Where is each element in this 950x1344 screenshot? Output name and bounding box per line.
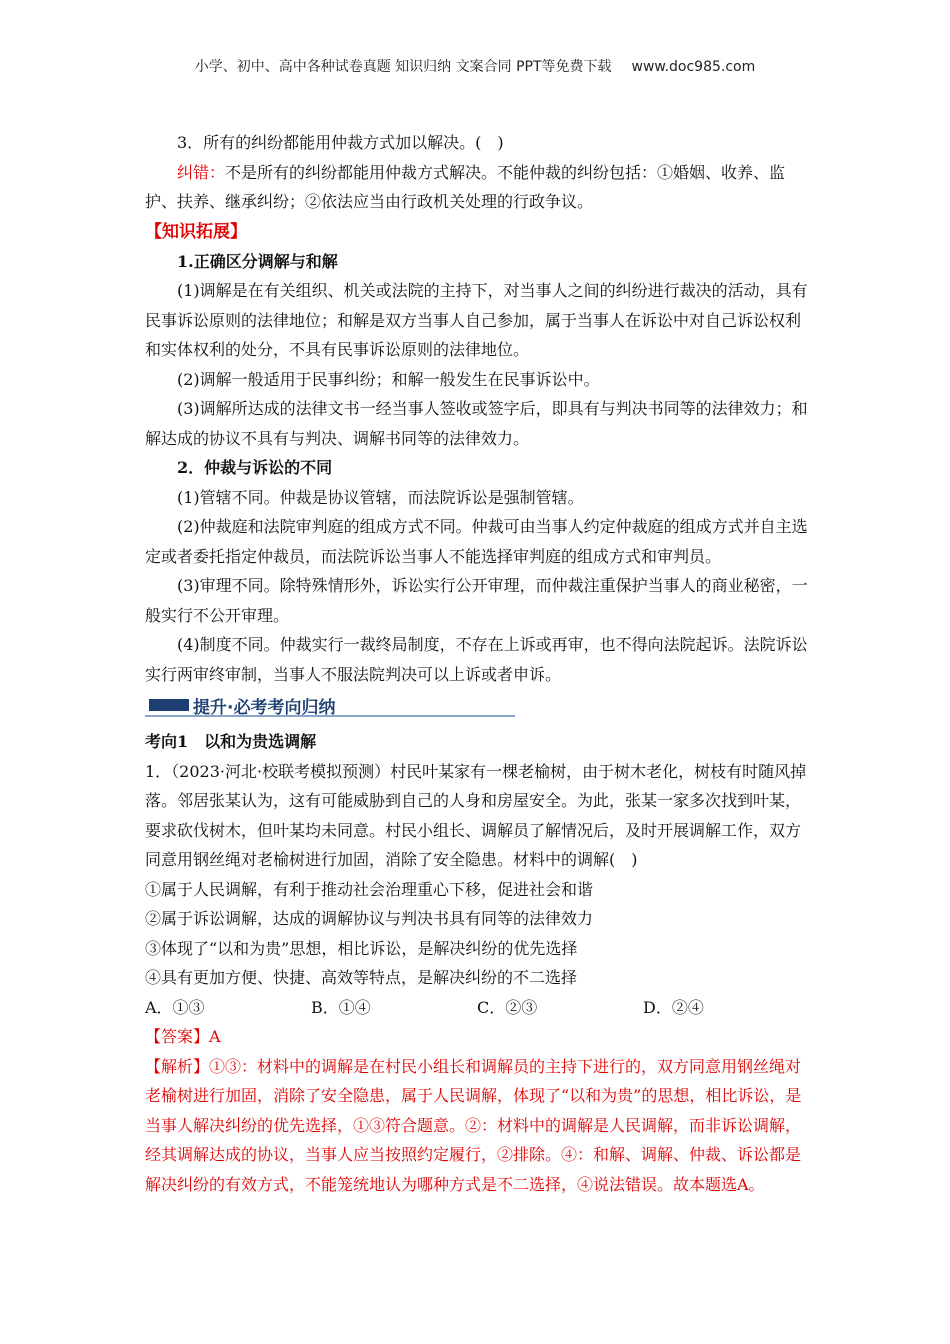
- option-a: A．①③: [145, 997, 205, 1017]
- option-c: C．②③: [477, 997, 538, 1017]
- option-d: D．②④: [643, 997, 704, 1017]
- header-text: 小学、初中、高中各种试卷真题 知识归纳 文案合同 PPT等免费下载: [194, 59, 612, 75]
- correction-label: 纠错：: [177, 162, 226, 182]
- direction1-title: 考向1 以和为贵选调解: [145, 732, 317, 751]
- answer-options: [145, 993, 810, 1023]
- section2-item-4: (4)制度不同。仲裁实行一裁终局制度，不存在上诉或再审，也不得向法院起诉。法院诉讼实行两审终审制，当事人不服法院判决可以上诉或者申诉。: [145, 635, 808, 684]
- page-header: [0, 56, 950, 76]
- section1-item-3: (3)调解所达成的法律文书一经当事人签收或签字后，即具有与判决书同等的法律效力；和解达成的协议不具有与判决、调解书同等的法律效力。: [145, 399, 808, 448]
- banner-text: 提升·必考考向归纳: [193, 698, 336, 718]
- section1-heading: 1.正确区分调解与和解: [177, 251, 338, 271]
- section2-heading: 2．仲裁与诉讼的不同: [177, 458, 333, 477]
- statement-3: ③体现了“以和为贵”思想，相比诉讼，是解决纠纷的优先选择: [145, 938, 578, 958]
- header-site-link[interactable]: www.doc985.com: [631, 59, 756, 75]
- section2-item-2: (2)仲裁庭和法院审判庭的组成方式不同。仲裁可由当事人约定仲裁庭的组成方式并自主选定或者委托指定仲裁员，而法院诉讼当事人不能选择审判庭的组成方式和审判员。: [145, 517, 808, 566]
- option-b: B．①④: [311, 997, 371, 1017]
- section1-item-1: (1)调解是在有关组织、机关或法院的主持下，对当事人之间的纠纷进行裁决的活动，具有民事诉讼原则的法律地位；和解是双方当事人自己参加，属于当事人在诉讼中对自己诉讼权利和实体权利的处分，不具有民事诉讼原则的法律地位。: [145, 281, 808, 359]
- section-banner: [145, 693, 515, 723]
- correction-paragraph: [145, 158, 810, 217]
- question-3: 3．所有的纠纷都能用仲裁方式加以解决。( ): [177, 133, 504, 152]
- section1-item-2: (2)调解一般适用于民事纠纷；和解一般发生在民事诉讼中。: [177, 369, 600, 389]
- statement-2: ②属于诉讼调解，达成的调解协议与判决书具有同等的法律效力: [145, 909, 594, 928]
- answer: 【答案】A: [145, 1027, 221, 1046]
- statement-4: ④具有更加方便、快捷、高效等特点，是解决纠纷的不二选择: [145, 968, 578, 987]
- analysis: 【解析】①③：材料中的调解是在村民小组长和调解员的主持下进行的，双方同意用钢丝绳对老榆树进行加固，消除了安全隐患，属于人民调解，体现了“以和为贵”的思想，相比诉讼，是当事人解决纠纷的优先选择，①③符合题意。②：材料中的调解是人民调解，而非诉讼调解，经其调解达成的协议，当事人应当按照约定履行，②排除。④：和解、调解、仲裁、诉讼都是解决纠纷的有效方式，不能笼统地认为哪种方式是不二选择，④说法错误。故本题选A。: [145, 1056, 802, 1194]
- knowledge-extension-title: 【知识拓展】: [145, 221, 247, 242]
- statement-1: ①属于人民调解，有利于推动社会治理重心下移，促进社会和谐: [145, 879, 594, 899]
- direction1-question: 1．（2023·河北·校联考模拟预测）村民叶某家有一棵老榆树，由于树木老化，树枝有时随风掉落。邻居张某认为，这有可能威胁到自己的人身和房屋安全。为此，张某一家多次找到叶某，要求砍伐树木，但叶某均未同意。村民小组长、调解员了解情况后，及时开展调解工作，双方同意用钢丝绳对老榆树进行加固，消除了安全隐患。材料中的调解( ): [145, 761, 807, 869]
- correction-text: 不是所有的纠纷都能用仲裁方式解决。不能仲裁的纠纷包括：①婚姻、收养、监护、扶养、继承纠纷；②依法应当由行政机关处理的行政争议。: [145, 162, 786, 211]
- document-body: [145, 128, 810, 1199]
- section2-item-1: (1)管辖不同。仲裁是协议管辖，而法院诉讼是强制管辖。: [177, 487, 584, 507]
- section2-item-3: (3)审理不同。除特殊情形外，诉讼实行公开审理，而仲裁注重保护当事人的商业秘密，一般实行不公开审理。: [145, 576, 808, 625]
- banner-bar: [149, 699, 189, 711]
